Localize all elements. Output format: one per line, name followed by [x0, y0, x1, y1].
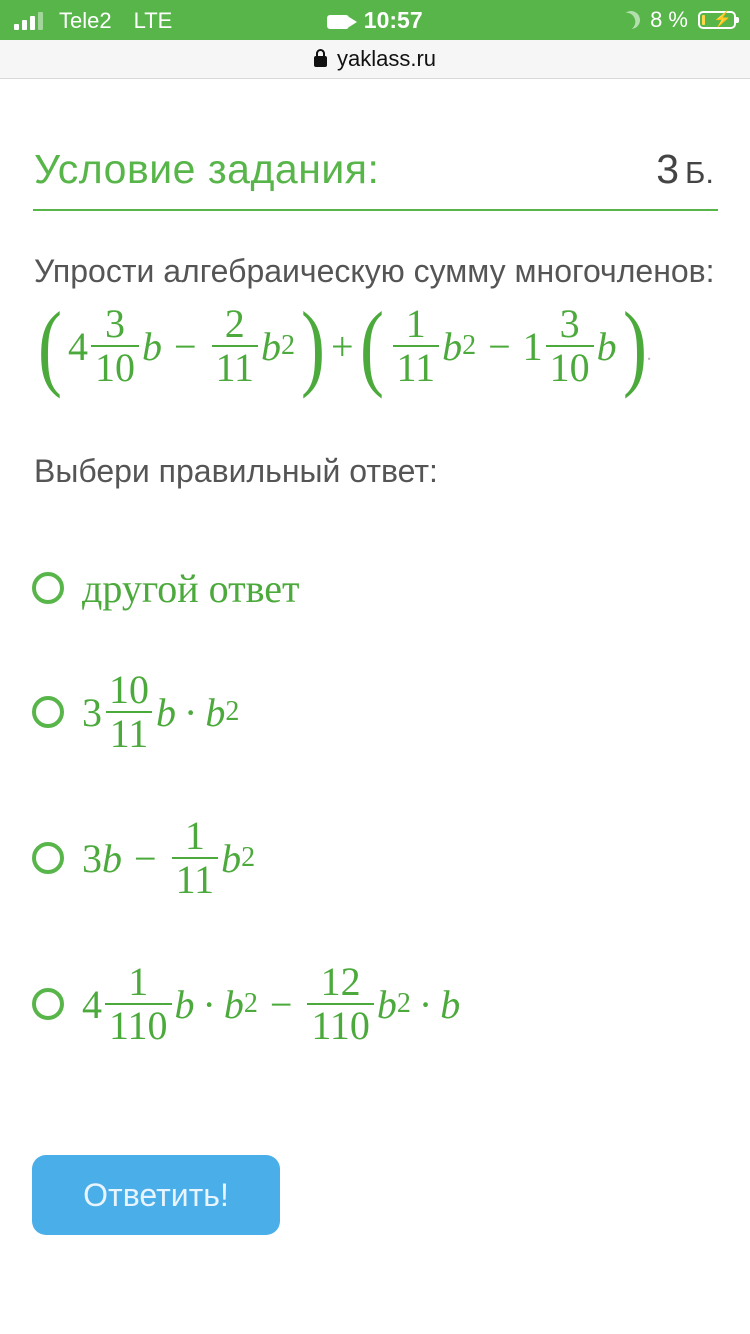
- denominator: 110: [307, 1003, 374, 1047]
- minus-sign: −: [173, 323, 197, 369]
- numerator: 3: [104, 301, 125, 346]
- status-bar: [0, 0, 750, 40]
- fraction: [105, 961, 172, 1047]
- variable: b: [174, 981, 195, 1027]
- carrier-label: Tele2: [59, 8, 112, 33]
- minus-sign: −: [269, 981, 293, 1027]
- left-paren: (: [37, 292, 62, 399]
- url-bar[interactable]: [0, 40, 750, 79]
- answer-option-4[interactable]: 4 $\frac{1}{110}$ b · b 2 − $\frac{12}{110}$ b 2 · b: [32, 952, 460, 1056]
- variable: b: [221, 835, 242, 881]
- url-domain: yaklass.ru: [336, 46, 437, 71]
- variable: b: [261, 323, 282, 369]
- score-value: 3: [656, 146, 680, 192]
- variable: b: [442, 323, 463, 369]
- camera-icon: [327, 15, 349, 29]
- whole-part: 4: [67, 323, 88, 369]
- left-paren: (: [359, 292, 384, 399]
- whole-part: 1: [522, 323, 543, 369]
- whole-part: 3: [82, 689, 102, 735]
- fraction: [393, 303, 440, 389]
- multiply-dot: ·: [184, 689, 198, 735]
- denominator: 11: [106, 711, 153, 755]
- multiply-dot: ·: [418, 981, 433, 1027]
- minus-sign: −: [488, 323, 511, 369]
- fraction: [172, 815, 219, 901]
- status-right: [622, 7, 736, 33]
- variable: b: [376, 981, 397, 1027]
- denominator: 11: [393, 345, 440, 389]
- network-label: LTE: [133, 8, 173, 33]
- task-instruction: Упрости алгебраическую сумму многочленов:: [34, 253, 715, 289]
- variable: b: [205, 689, 226, 735]
- trailing-period: .: [646, 343, 652, 365]
- variable: b: [440, 981, 461, 1027]
- denominator: 10: [91, 345, 139, 389]
- numerator: 2: [224, 301, 245, 346]
- title-divider: [33, 209, 718, 211]
- answer-option-2[interactable]: 3 $\frac{10}{11}$ b · b 2: [32, 660, 239, 764]
- radio-button[interactable]: [32, 988, 64, 1020]
- moon-icon: [620, 8, 643, 31]
- fraction: [212, 303, 259, 389]
- score: [656, 146, 714, 193]
- option-text: другой ответ: [82, 565, 300, 611]
- choose-label: Выбери правильный ответ:: [34, 453, 438, 489]
- minus-sign: −: [134, 835, 157, 881]
- lock-icon: [314, 56, 327, 67]
- fraction: [105, 669, 153, 755]
- submit-answer-button[interactable]: Ответить!: [32, 1155, 280, 1235]
- fraction: [307, 961, 374, 1047]
- variable: b: [141, 323, 162, 369]
- numerator: 3: [559, 301, 580, 346]
- radio-button[interactable]: [32, 572, 64, 604]
- numerator: 10: [109, 667, 149, 712]
- denominator: 10: [546, 345, 594, 389]
- score-unit: Б.: [685, 155, 714, 190]
- plus-sign: +: [331, 323, 354, 369]
- task-title: Условие задания:: [34, 146, 380, 192]
- right-paren: ): [301, 292, 326, 399]
- denominator: 11: [172, 857, 219, 901]
- clock: 10:57: [363, 7, 423, 33]
- denominator: 11: [212, 345, 259, 389]
- battery-charging-icon: ⚡: [698, 11, 736, 29]
- numerator: 12: [320, 959, 361, 1004]
- fraction: [91, 303, 139, 389]
- numerator: 1: [405, 301, 426, 346]
- variable: b: [223, 981, 244, 1027]
- variable: b: [596, 323, 617, 369]
- numerator: 1: [128, 959, 149, 1004]
- radio-button[interactable]: [32, 842, 64, 874]
- variable: b: [156, 689, 176, 735]
- coefficient: 3: [82, 835, 102, 881]
- whole-part: 4: [82, 981, 102, 1027]
- fraction: [546, 303, 594, 389]
- answer-option-3[interactable]: 3 b − $\frac{1}{11}$ b 2: [32, 806, 255, 910]
- radio-button[interactable]: [32, 696, 64, 728]
- variable: b: [102, 835, 122, 881]
- denominator: 110: [105, 1003, 172, 1047]
- task-expression: ( 4 $\frac{3}{10}$ b − $\frac{2}{11}$ b 2 ) + ( $\frac{1}{11}$ b 2 − 1 $\frac{3}{10}$ b ) .: [37, 292, 652, 399]
- battery-percent: 8 %: [650, 7, 688, 32]
- right-paren: ): [622, 292, 647, 399]
- answer-option-1[interactable]: [32, 562, 299, 614]
- numerator: 1: [184, 813, 205, 858]
- multiply-dot: ·: [202, 981, 216, 1027]
